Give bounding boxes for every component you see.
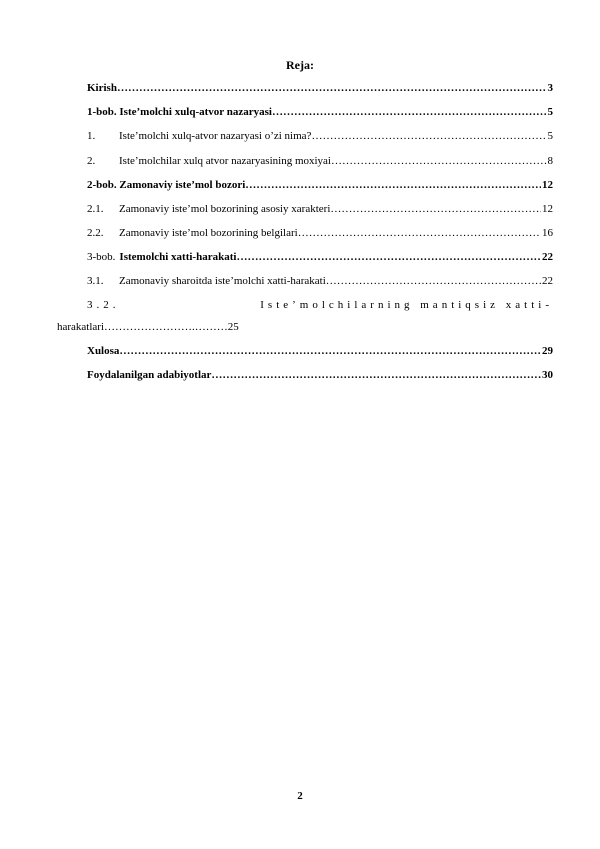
toc-entry-label: Xulosa xyxy=(87,345,120,357)
dot-leader xyxy=(119,345,541,357)
toc-entry-label: 1-bob. Iste’molchi xulq-atvor nazaryasi xyxy=(87,106,272,118)
toc-entry-label-continued: harakatlari xyxy=(57,321,105,333)
toc-entry-page: 30 xyxy=(542,369,553,381)
toc-entry-page: 5 xyxy=(547,130,553,142)
dot-leader xyxy=(326,275,541,287)
toc-entry-page: 16 xyxy=(542,227,553,239)
toc-entry-label: Kirish xyxy=(87,82,117,94)
toc-entry-prefix: 3-bob. xyxy=(87,251,116,263)
toc-entry-page: 3 xyxy=(547,82,553,94)
dot-leader xyxy=(236,251,541,263)
toc-entry-kirish xyxy=(87,82,553,98)
toc-entry-page: 22 xyxy=(542,275,553,287)
toc-entry-label: Zamonaviy iste’mol bozorining belgilari xyxy=(119,227,298,239)
dot-leader: …………………….……… xyxy=(104,321,228,333)
dot-leader xyxy=(211,369,541,381)
toc-entry-2-2 xyxy=(87,227,553,243)
toc-entry-label: Iste’molchi xulq-atvor nazaryasi o’zi nima? xyxy=(119,130,312,142)
toc-entry-3-2-line1 xyxy=(87,299,553,311)
toc-entry-xulosa xyxy=(87,345,553,361)
toc-entry-number: 3.1. xyxy=(87,275,104,287)
toc-entry-2-1 xyxy=(87,203,553,219)
dot-leader xyxy=(117,82,547,94)
toc-entry-label: Zamonaviy iste’mol bozorining asosiy xarakteri xyxy=(119,203,331,215)
toc-entry-number: 2. xyxy=(87,155,96,167)
toc-entry-chapter-1 xyxy=(87,106,553,122)
toc-entry-number: 1. xyxy=(87,130,96,142)
dot-leader xyxy=(331,155,547,167)
toc-entry-chapter-2 xyxy=(87,179,553,195)
toc-entry-1-2 xyxy=(87,155,553,171)
toc-entry-number: 3.2. xyxy=(87,299,120,311)
toc-entry-label: Iste’molchilar xulq atvor nazaryasining moxiyai xyxy=(119,155,331,167)
toc-entry-1-1 xyxy=(87,130,553,146)
dot-leader xyxy=(245,179,541,191)
toc-entry-references xyxy=(87,369,553,385)
toc-entry-chapter-3 xyxy=(87,251,553,267)
toc-entry-number: 2.2. xyxy=(87,227,104,239)
toc-entry-page: 22 xyxy=(542,251,553,263)
toc-entry-label: 2-bob. Zamonaviy iste’mol bozori xyxy=(87,179,246,191)
toc-entry-3-1 xyxy=(87,275,553,291)
page-number: 2 xyxy=(297,790,303,802)
toc-entry-page: 8 xyxy=(547,155,553,167)
toc-entry-page: 25 xyxy=(227,321,239,333)
toc-entry-page: 5 xyxy=(547,106,553,118)
dot-leader xyxy=(272,106,547,118)
toc-entry-3-2-line2 xyxy=(57,321,239,333)
toc-entry-label: Iste’molchilarning mantiqsiz xatti- xyxy=(260,299,553,311)
toc-entry-label: Istemolchi xatti-harakati xyxy=(119,251,237,263)
toc-entry-number: 2.1. xyxy=(87,203,104,215)
toc-entry-page: 12 xyxy=(542,203,553,215)
toc-entry-label: Zamonaviy sharoitda iste’molchi xatti-harakati xyxy=(119,275,326,287)
dot-leader xyxy=(311,130,546,142)
page-title: Reja: xyxy=(286,58,314,72)
toc-entry-page: 29 xyxy=(542,345,553,357)
dot-leader xyxy=(330,203,541,215)
dot-leader xyxy=(298,227,541,239)
toc-entry-page: 12 xyxy=(542,179,553,191)
toc-entry-label: Foydalanilgan adabiyotlar xyxy=(87,369,212,381)
